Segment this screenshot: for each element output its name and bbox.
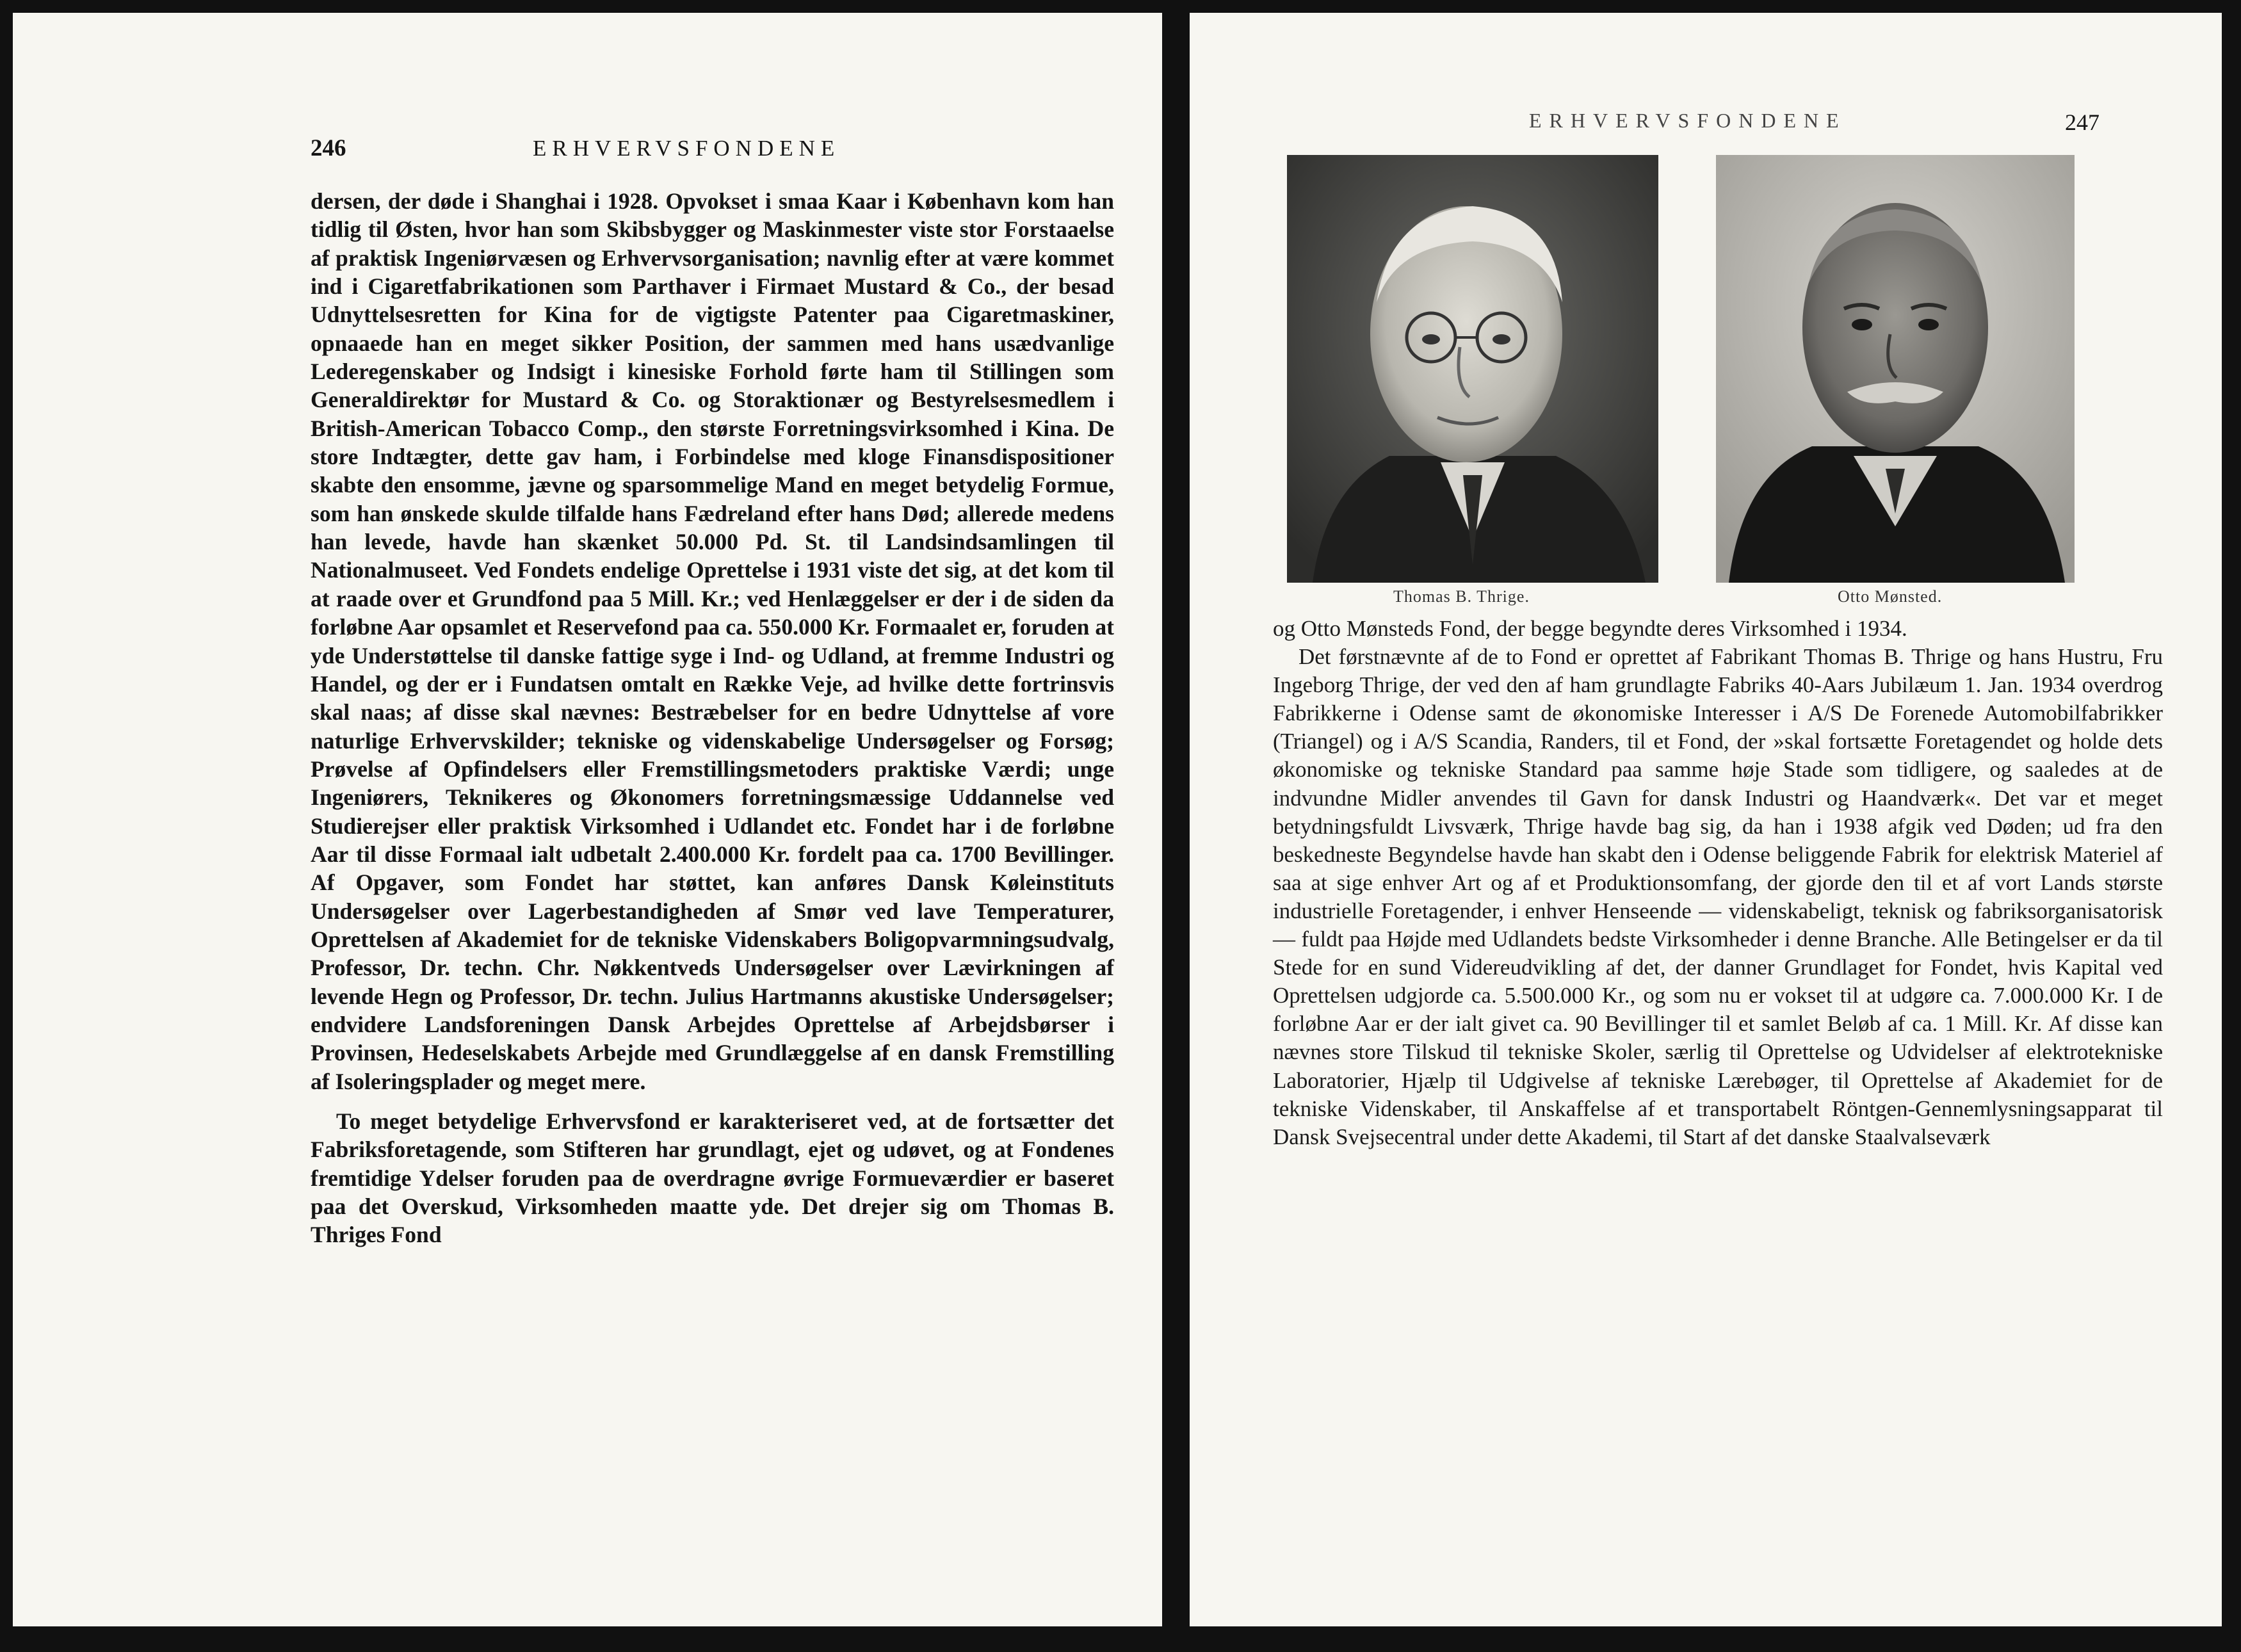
running-head-left: ERHVERVSFONDENE: [533, 136, 841, 161]
right-text-column: [1273, 615, 2163, 1151]
page-number-right: 247: [2065, 109, 2099, 135]
left-paragraph-2: To meget betydelige Erhvervsfond er karakteriseret ved, at de fortsætter det Fabriksforetagende, som Stifteren har grundlagt, ejet og udøvet, og at Fondenes fremtidige Ydelser foruden paa de overdragne øvrige Formueværdier er baseret paa det Overskud, Virksomheden maatte yde. Det drejer sig om Thomas B. Thriges Fond: [311, 1108, 1114, 1248]
left-text-column: [311, 187, 1114, 1249]
left-paragraph-1: dersen, der døde i Shanghai i 1928. Opvokset i smaa Kaar i København kom han tidlig til Østen, hvor han som Skibsbygger og Maskinmester viste stor Forstaaelse af praktisk Ingeniørvæsen og Erhvervsorganisation; navnlig efter at være kommet ind i Cigaretfabrikationen som Parthaver i Firmaet Mustard & Co., der besad Udnyttelsesretten for Kina for de vigtigste Patenter paa Cigaretmaskiner, opnaaede han en meget sikker Position, der sammen med hans usædvanlige Lederegenskaber og Indsigt i kinesiske Forhold førte ham til Stillingen som Generaldirektør for Mustard & Co. og Storaktionær og Bestyrelsesmedlem i British-American Tobacco Comp., den største Forretningsvirksomhed i Kina. De store Indtægter, dette gav ham, i Forbindelse med kloge Finansdispositioner skabte den ensomme, jævne og sparsommelige Mand en meget betydelig Formue, som han ønskede skulde tilfalde hans Fædreland efter hans Død; allerede medens han levede, havde han skænket 50.000 Pd. St. til Landsindsamlingen til Nationalmuseet. Ved Fondets endelige Oprettelse i 1931 viste det sig, at det kom til at raade over et Grundfond paa 5 Mill. Kr.; ved Henlæggelser er der i de siden da forløbne Aar opsamlet et Reservefond paa ca. 550.000 Kr. Formaalet er, foruden at yde Understøttelse til danske fattige syge i Ind- og Udland, at fremme Industri og Handel, og der er i Fundatsen omtalt en Række Veje, ad hvilke dette fortrinsvis skal naas; af disse skal nævnes: Bestræbelser for en bedre Udnyttelse af vore naturlige Erhvervskilder; tekniske og videnskabelige Undersøgelser og Forsøg; Prøvelse af Opfindelsers eller Fremstillingsmetoders praktiske Værdi; unge Ingeniørers, Teknikeres og Økonomers forretningsmæssige Uddannelse ved Studierejser eller praktisk Virksomhed i Udlandet etc. Fondet har i de forløbne Aar til disse Formaal ialt udbetalt 2.400.000 Kr. fordelt paa ca. 1700 Bevillinger. Af Opgaver, som Fondet har støttet, kan anføres Dansk Køleinstituts Undersøgelser over Lagerbestandigheden af Smør ved lave Temperaturer, Oprettelsen af Akademiet for de tekniske Videnskabers Boligopvarmningsudvalg, Professor, Dr. techn. Chr. Nøkkentveds Undersøgelser over Lævirkningen af levende Hegn og Professor, Dr. techn. Julius Hartmanns akustiske Undersøgelser; endvidere Landsforeningen Dansk Arbejdes Oprettelse af Arbejdsbørser i Provinsen, Hedeselskabets Arbejde med Grundlæggelse af en dansk Fremstilling af Isoleringsplader og meget mere.: [311, 188, 1114, 1094]
photo-caption-thrige: Thomas B. Thrige.: [1393, 587, 1530, 606]
portrait-photo-thrige: [1287, 155, 1658, 583]
page-number-left: 246: [311, 135, 346, 161]
portrait-monsted-image: [1716, 155, 2075, 583]
right-paragraph-1: og Otto Mønsteds Fond, der begge begyndte deres Virksomhed i 1934.: [1273, 616, 1907, 641]
photo-caption-monsted: Otto Mønsted.: [1838, 587, 1943, 606]
portrait-photo-monsted: [1716, 155, 2075, 583]
right-page: [1190, 13, 2222, 1626]
right-paragraph-2: Det førstnævnte af de to Fond er oprettet af Fabrikant Thomas B. Thrige og hans Hustru, Fru Ingeborg Thrige, der ved den af ham grundlagte Fabriks 40-Aars Jubilæum 1. Jan. 1934 overdrog Fabrikkerne i Odense samt de økonomiske Interesser i A/S De Forenede Automobilfabrikker (Triangel) og i A/S Scandia, Randers, til et Fond, der »skal fortsætte Foretagendet og holde dets økonomiske og tekniske Standard paa samme høje Stade som tidligere, og saaledes at de indvundne Midler anvendes til Gavn for dansk Industri og Haandværk«. Det var et meget betydningsfuldt Livsværk, Thrige havde bag sig, da han i 1938 afgik ved Døden; ud fra den beskedneste Begyndelse havde han skabt den i Odense beliggende Fabrik for elektrisk Materiel af saa at sige enhver Art og af et Produktionsomfang, der gjorde den til et af vort Lands største industrielle Foretagender, i enhver Henseende — videnskabeligt, teknisk og fabriksorganisatorisk — fuldt paa Højde med Udlandets bedste Virksomheder i denne Branche. Alle Betingelser er da til Stede for en sund Videreudvikling af det, der danner Grundlaget for Fondet, hvis Kapital ved Oprettelsen udgjorde ca. 5.500.000 Kr., og som nu er vokset til at udgøre ca. 7.000.000 Kr. I de forløbne Aar er der ialt givet ca. 90 Bevillinger til et samlet Beløb af ca. 1 Mill. Kr. Af disse kan nævnes store Tilskud til tekniske Skoler, særlig til Oprettelse og Udvidelser af elektrotekniske Laboratorier, Hjælp til Udgivelse af tekniske Lærebøger, til Oprettelse af Akademiet for de tekniske Videnskaber, til Anskaffelse af et transportabelt Röntgen-Gennemlysningsapparat til Dansk Svejsecentral under dette Akademi, til Start af det danske Staalvalseværk: [1273, 644, 2163, 1149]
portrait-thrige-image: [1287, 155, 1658, 583]
running-head-right: ERHVERVSFONDENE: [1529, 109, 1847, 132]
left-page: [13, 13, 1162, 1626]
